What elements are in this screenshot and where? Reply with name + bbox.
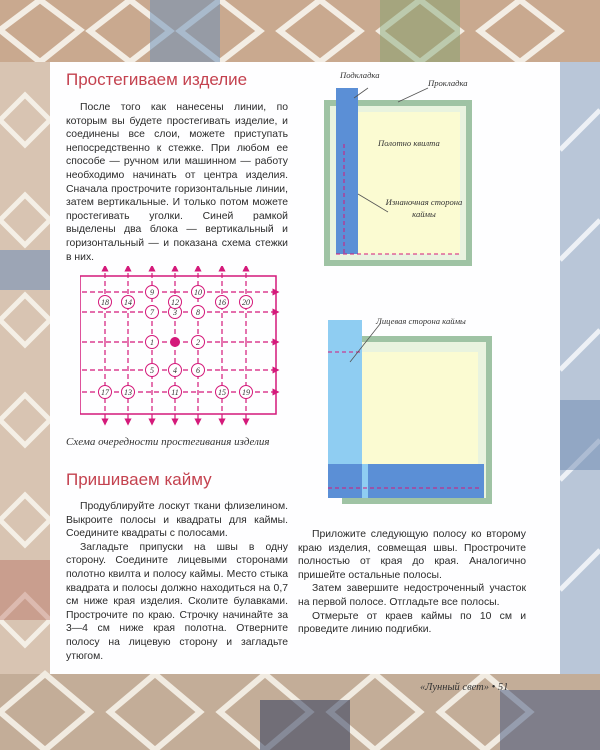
stitch-number: 4	[173, 366, 177, 375]
border-paragraphs-left	[66, 500, 288, 663]
stitch-number: 5	[150, 366, 154, 375]
border-text-1: Продублируйте лоскут ткани флизелином. Выкроите полосы и квадраты для каймы. Соедините квадраты с полосами.	[66, 501, 288, 540]
center-point	[170, 337, 180, 347]
label-wrong-side-text: Изнаночная сторона каймы	[385, 197, 463, 219]
stitch-number: 9	[150, 288, 154, 297]
quilting-paragraph	[66, 101, 288, 264]
stitch-order-diagram	[80, 266, 280, 426]
stitch-number: 3	[173, 308, 177, 317]
border-text-4: Затем завершите недостроченный участок на первой полосе. Отгладьте все полосы.	[298, 583, 526, 608]
label-wrong-side	[384, 196, 464, 220]
stitch-number: 2	[196, 338, 200, 347]
stitch-number: 1	[150, 338, 154, 347]
section-heading-quilting: Простегиваем изделие	[66, 70, 248, 89]
stitch-number: 11	[171, 388, 179, 397]
stitch-number: 6	[196, 366, 200, 375]
quilting-text: После того как нанесены линии, по которым вы будете простегивать изделие, и соединены все слои, можете приступать непосредственно к стежке. При любом ее способе — ручном или машинном — работу необходимо начинать от центра изделия. Сначала прострочите горизонтальные линии, затем вертикальные. И только потом можете простегивать уголки. Синей рамкой выделены два блока — вертикальный и горизонтальный — и показана схема стежки в них.	[66, 102, 288, 263]
label-quilt-top: Полотно квилта	[378, 138, 440, 148]
stitch-number: 8	[196, 308, 200, 317]
stitch-number: 14	[124, 298, 132, 307]
stitch-number: 16	[218, 298, 226, 307]
stitch-number: 18	[101, 298, 109, 307]
border-text-3: Приложите следующую полосу ко второму краю изделия, совмещая швы. Прострочите полностью от края до края. Аналогично пришейте остальные полосы.	[298, 529, 526, 581]
stitch-number: 7	[150, 308, 154, 317]
stitch-number: 15	[218, 388, 226, 397]
section-heading-border: Пришиваем кайму	[66, 470, 212, 489]
border-text-2: Загладьте припуски на швы в одну сторону. Соедините лицевыми сторонами полотно квилта и полосу каймы. Место стыка квадрата и полосы должно находиться на 0,7 см ниже края изделия. Сколите булавками. Прострочите по краю. Строчку начинайте за 3—4 см ниже края полотна. Отверните полосу на лицевую сторону и заглaдьте утюгом.	[66, 541, 288, 662]
label-lining: Прокладка	[428, 78, 468, 88]
stitch-number: 19	[242, 388, 250, 397]
border-text-5: Отмерьте от краев каймы по 10 см и проведите линию подгибки.	[298, 610, 526, 636]
label-batting: Подкладка	[340, 70, 380, 80]
border-strip	[336, 88, 358, 254]
label-right-side: Лицевая сторона каймы	[376, 316, 466, 326]
layers-diagram	[320, 84, 490, 274]
stitch-number: 20	[242, 298, 250, 307]
border-paragraphs-right	[298, 528, 526, 637]
stitch-diagram-caption: Схема очередности простегивания изделия	[66, 436, 270, 448]
border-diagram	[320, 316, 500, 516]
page-folio: «Лунный свет» • 51	[420, 682, 509, 693]
stitch-number: 12	[171, 298, 179, 307]
bottom-border-strip	[328, 464, 484, 498]
stitch-number: 10	[194, 288, 202, 297]
stitch-number: 13	[124, 388, 132, 397]
stitch-number: 17	[101, 388, 109, 397]
